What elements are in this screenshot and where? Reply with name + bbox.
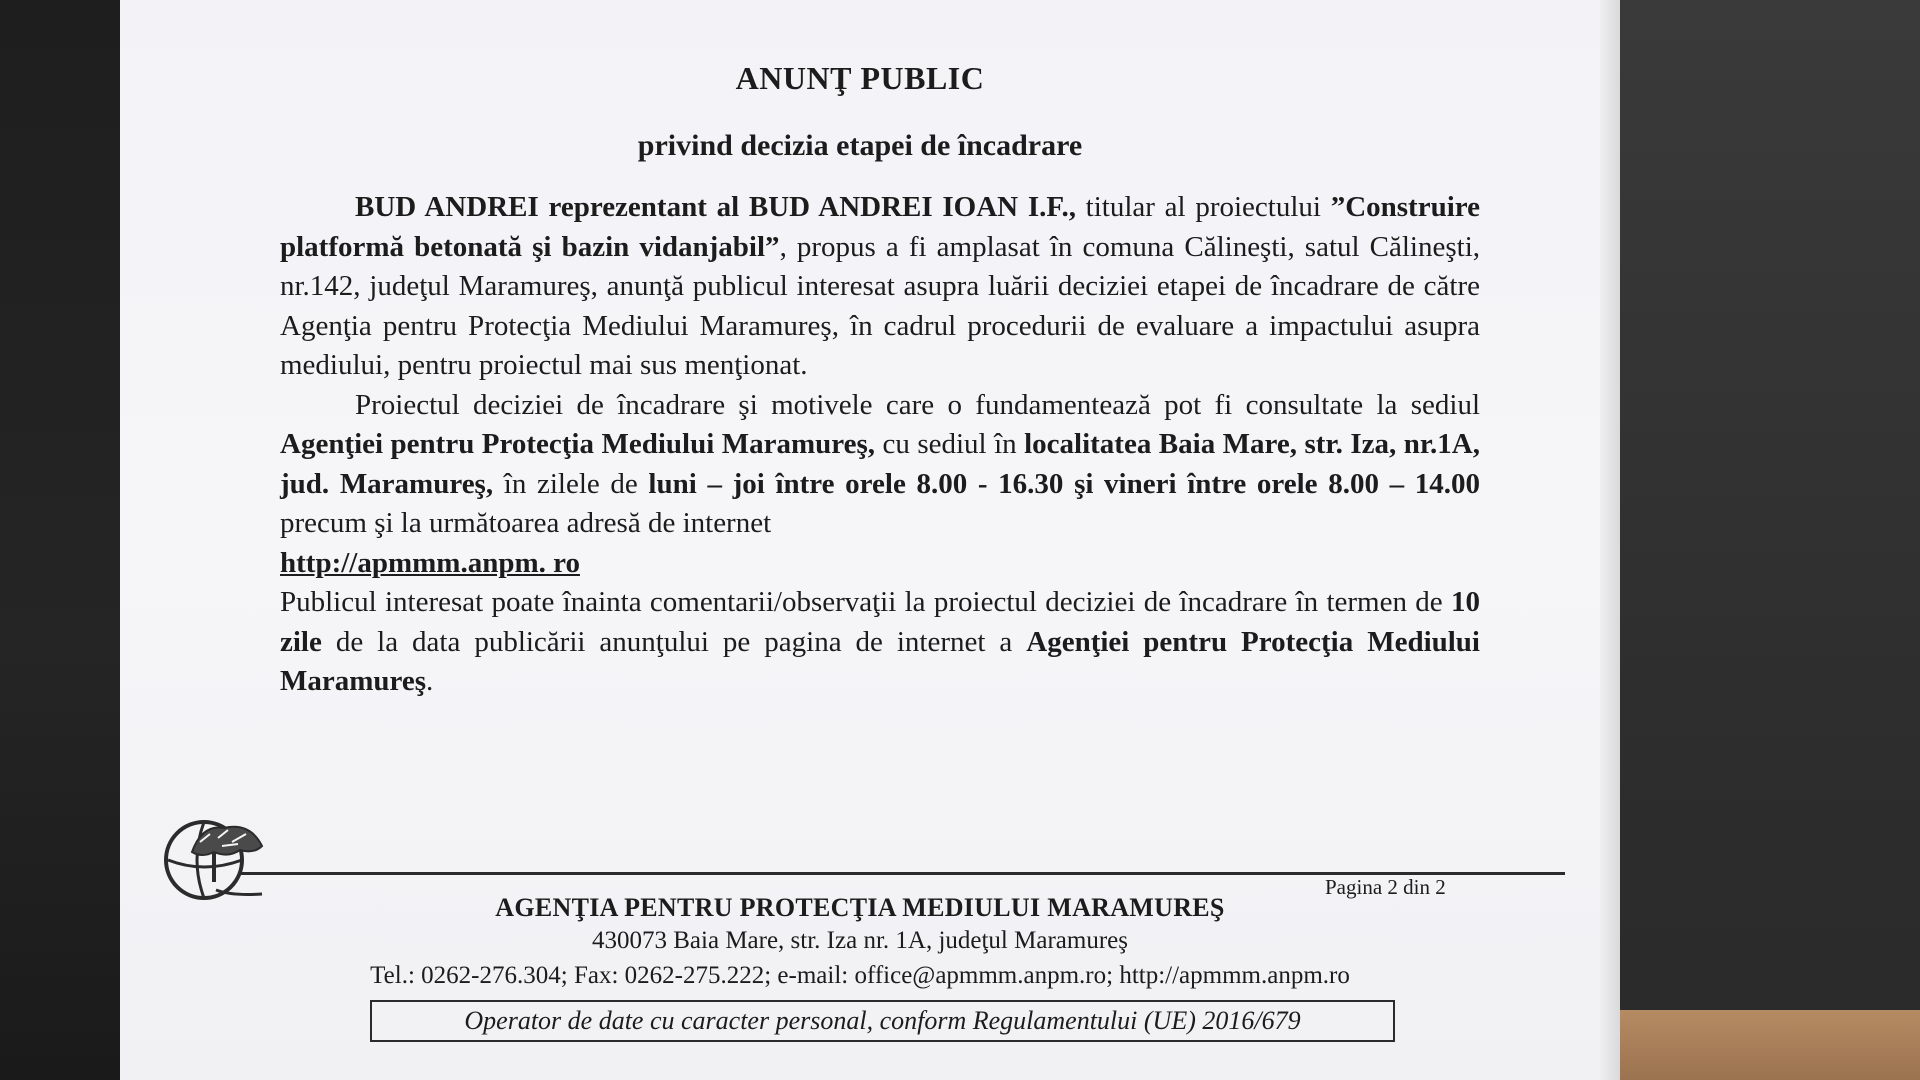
paragraph-1 [280, 188, 1480, 386]
gdpr-notice-box [370, 1000, 1395, 1042]
bold-text-run: luni – joi între orele 8.00 - 16.30 şi vineri între orele 8.00 – 14.00 [648, 467, 1480, 500]
text-run: Proiectul deciziei de încadrare şi motivele care o fundamentează pot fi consultate la sediul [355, 388, 1480, 421]
text-run: cu sediul în [875, 428, 1025, 460]
bold-text-run: BUD ANDREI reprezentant al BUD ANDREI IOAN I.F., [355, 191, 1076, 223]
text-run: de la data publicării anunţului pe pagina de internet a [321, 625, 1027, 658]
background-right [1600, 0, 1920, 1080]
document-page [120, 0, 1600, 1080]
bold-text-run: ”Construire platformă betonată şi bazin vidanjabil” [280, 191, 1480, 263]
bold-text-run: Agenţiei pentru Protecţia Mediului Maramureş [280, 625, 1480, 697]
document-body [280, 188, 1480, 702]
bold-text-run: localitatea Baia Mare, str. Iza, nr.1A, jud. Maramureş, [280, 428, 1480, 500]
paragraph-2 [280, 386, 1480, 544]
text-run: , propus a fi amplasat în comuna Călineşti, satul Călineşti, nr.142, judeţul Maramureş, anunţă publicul interesat asupra luării deciziei etapei de încadrare de către Agenţia pentru Protecţia Mediului Maramureş, în cadrul procedurii de evaluare a impactului asupra mediului, pentru proiectul mai sus menţionat. [280, 230, 1480, 381]
text-run: precum şi la următoarea adresă de internet [280, 507, 772, 539]
gdpr-notice: Operator de date cu caracter personal, conform Regulamentului (UE) 2016/679 [464, 1006, 1301, 1035]
background-left [0, 0, 140, 1080]
text-run: în zilele de [493, 467, 649, 500]
bold-text-run: Agenţiei pentru Protecţia Mediului Maramureş, [280, 428, 876, 460]
globe-tree-logo-icon [162, 812, 272, 904]
text-run: titular al proiectului [1075, 191, 1331, 223]
background-desk [1615, 1010, 1920, 1080]
document-title: ANUNŢ PUBLIC [735, 60, 985, 96]
website-link[interactable]: http://apmmm.anpm. ro [280, 546, 580, 579]
paragraph-3 [280, 583, 1480, 702]
document-subtitle: privind decizia etapei de încadrare [637, 129, 1083, 162]
page-number: Pagina 2 din 2 [1325, 875, 1446, 899]
footer-address: 430073 Baia Mare, str. Iza nr. 1A, judeţul Maramureş [592, 927, 1128, 954]
text-run: Publicul interesat poate înainta comentarii/observaţii la proiectul deciziei de încadrare în termen de [280, 586, 1451, 618]
footer-organization: AGENŢIA PENTRU PROTECŢIA MEDIULUI MARAMUREŞ [495, 893, 1225, 922]
bold-text-run: 10 zile [280, 586, 1480, 658]
website-link-paragraph [280, 544, 1480, 584]
footer-contact: Tel.: 0262-276.304; Fax: 0262-275.222; e-mail: office@apmmm.anpm.ro; http://apmmm.anpm.ro [370, 962, 1350, 989]
text-run: . [426, 665, 434, 697]
